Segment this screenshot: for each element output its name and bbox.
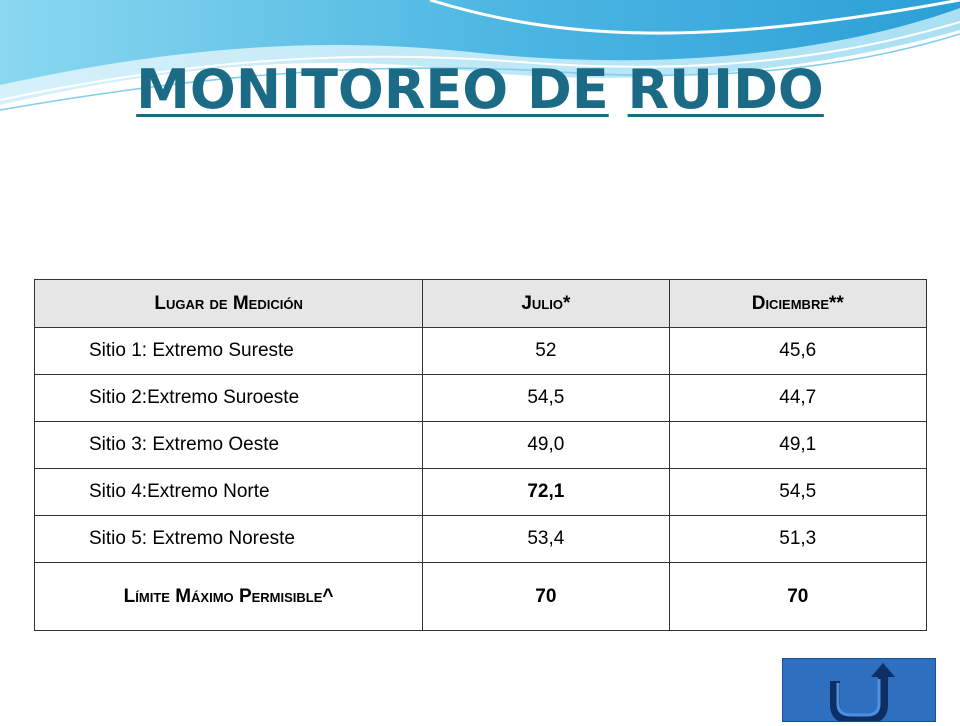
cell-diciembre: 51,3: [669, 516, 926, 563]
cell-diciembre: 54,5: [669, 469, 926, 516]
cell-place: Sitio 3: Extremo Oeste: [35, 422, 423, 469]
cell-julio: 52: [423, 328, 669, 375]
title-part2: RUIDO: [627, 58, 824, 121]
cell-place: Sitio 4:Extremo Norte: [35, 469, 423, 516]
col-header-diciembre: Diciembre**: [669, 280, 926, 328]
limit-diciembre: 70: [669, 563, 926, 631]
cell-place: Sitio 5: Extremo Noreste: [35, 516, 423, 563]
cell-place: Sitio 1: Extremo Sureste: [35, 328, 423, 375]
return-button[interactable]: [782, 658, 936, 722]
cell-julio: 53,4: [423, 516, 669, 563]
cell-julio: 54,5: [423, 375, 669, 422]
cell-diciembre: 45,6: [669, 328, 926, 375]
table-row: [35, 328, 927, 375]
table-row: [35, 469, 927, 516]
cell-place: Sitio 2:Extremo Suroeste: [35, 375, 423, 422]
cell-diciembre: 44,7: [669, 375, 926, 422]
noise-monitoring-table: [34, 279, 927, 631]
cell-diciembre: 49,1: [669, 422, 926, 469]
limit-row: [35, 563, 927, 631]
limit-label: Límite Máximo Permisible^: [35, 563, 423, 631]
return-arrow-icon: [783, 659, 935, 721]
table-row: [35, 422, 927, 469]
table-row: [35, 375, 927, 422]
title-part1: MONITOREO DE: [136, 58, 609, 121]
col-header-place: Lugar de Medición: [35, 280, 423, 328]
cell-julio: 49,0: [423, 422, 669, 469]
table-header-row: [35, 280, 927, 328]
cell-julio-highlight: 72,1: [423, 469, 669, 516]
limit-julio: 70: [423, 563, 669, 631]
page-title: [0, 58, 960, 121]
table-row: [35, 516, 927, 563]
col-header-julio: Julio*: [423, 280, 669, 328]
